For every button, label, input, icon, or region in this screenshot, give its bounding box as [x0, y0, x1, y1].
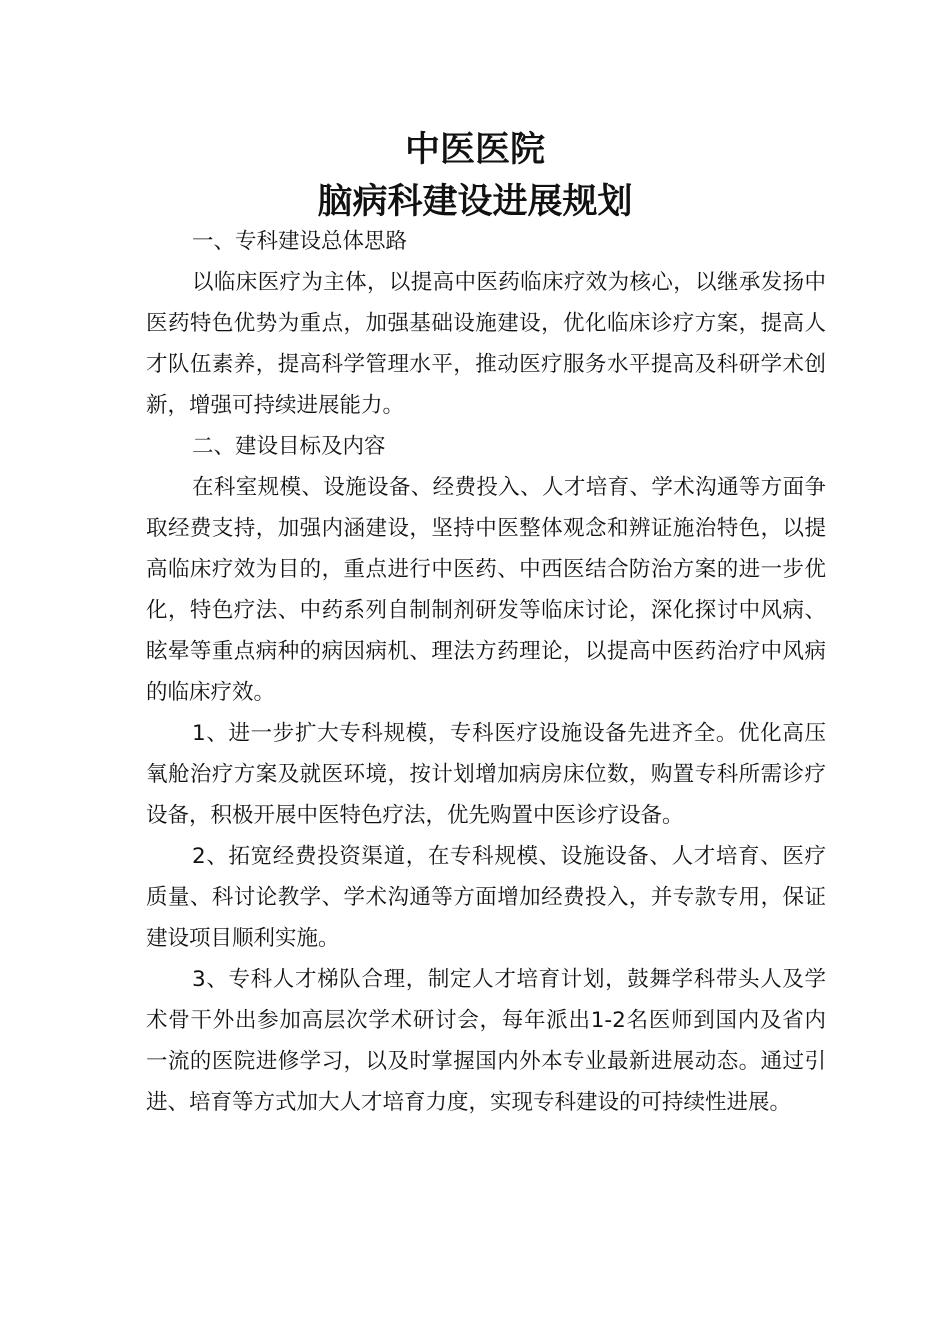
document-body — [146, 221, 826, 1123]
document-title-line-1: 中医医院 — [404, 130, 545, 170]
section-heading-1: 一、专科建设总体思路 — [192, 229, 408, 254]
paragraph-item-1: 1、进一步扩大专科规模，专科医疗设施设备先进齐全。优化高压氧舱治疗方案及就医环境，按计划增加病房床位数，购置专科所需诊疗设备，积极开展中医特色疗法，优先购置中医诊疗设备。 — [146, 721, 826, 828]
paragraph-item-3: 3、专科人才梯队合理，制定人才培育计划，鼓舞学科带头人及学术骨干外出参加高层次学术研讨会，每年派出1-2名医师到国内及省内一流的医院进修学习，以及时掌握国内外本专业最新进展动态。通过引进、培育等方式加大人才培育力度，实现专科建设的可持续性进展。 — [146, 967, 826, 1115]
paragraph-item-2: 2、拓宽经费投资渠道，在专科规模、设施设备、人才培育、医疗质量、科讨论教学、学术沟通等方面增加经费投入，并专款专用，保证建设项目顺利实施。 — [146, 844, 826, 951]
document-title-line-2: 脑病科建设进展规划 — [317, 182, 633, 222]
section-heading-2: 二、建设目标及内容 — [192, 434, 386, 459]
paragraph-2: 在科室规模、设施设备、经费投入、人才培育、学术沟通等方面争取经费支持，加强内涵建设，坚持中医整体观念和辨证施治特色，以提高临床疗效为目的，重点进行中医药、中西医结合防治方案的进一步优化，特色疗法、中药系列自制制剂研发等临床讨论，深化探讨中风病、眩晕等重点病种的病因病机、理法方药理论，以提高中医药治疗中风病的临床疗效。 — [146, 475, 826, 705]
paragraph-1: 以临床医疗为主体，以提高中医药临床疗效为核心，以继承发扬中医药特色优势为重点，加强基础设施建设，优化临床诊疗方案，提高人才队伍素养，提高科学管理水平，推动医疗服务水平提高及科研学术创新，增强可持续进展能力。 — [146, 270, 826, 418]
